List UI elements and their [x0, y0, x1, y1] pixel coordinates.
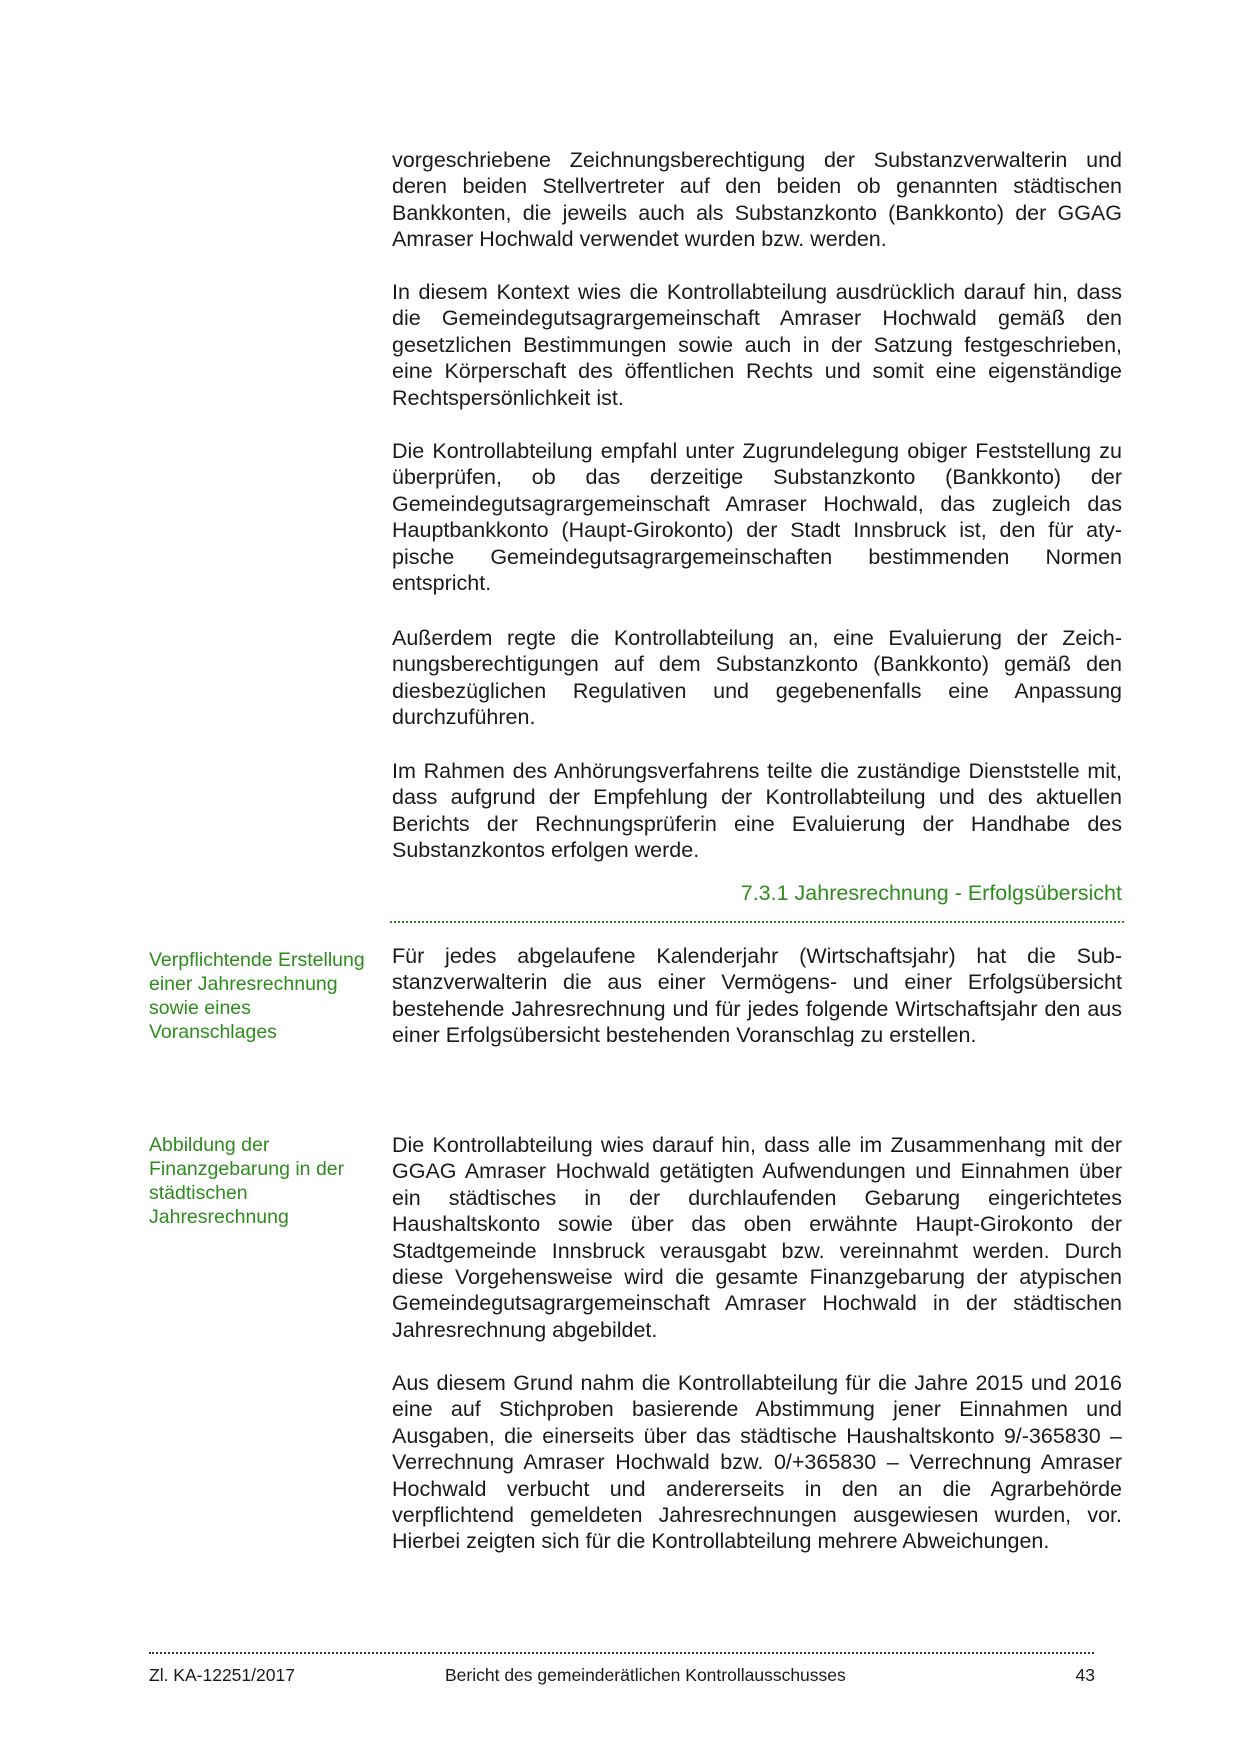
paragraph-hearing-response: Im Rahmen des Anhörungsverfahrens teilte die zuständige Dienststelle mit, dass aufgrund der Empfehlung der Kontrollabteilung und des aktuellen Berichts der Rechnungsprüferin eine Evaluierung der Handhabe des Substanzkontos erfolgen werde.	[392, 759, 1122, 863]
footer-reference: Zl. KA-12251/2017	[149, 1665, 295, 1685]
section-heading-rule	[390, 921, 1124, 923]
paragraph-recommendation-check: Die Kontrollabteilung empfahl unter Zugrundelegung obiger Feststellung zu überprüfen, ob das derzeitige Substanzkonto (Bankkonto) der Gemeindegutsagrargemeinschaft Amraser Hochwald, das zugleich das Hauptbankkonto (Haupt-Girokonto) der Stadt Innsbruck ist, den für atypische Gemeindegutsagrargemeinschaften bestimmenden Normen entspricht.	[392, 439, 1122, 596]
paragraph-sample-reconciliation: Aus diesem Grund nahm die Kontrollabteilung für die Jahre 2015 und 2016 eine auf Stichproben basierende Abstimmung jener Einnahmen und Ausgaben, die einerseits über das städtische Haushaltskonto 9/-365830 – Verrechnung Amraser Hochwald bzw. 0/+365830 – Verrechnung Amraser Hochwald verbucht und andererseits in den an die Agrarbehörde verpflichtend gemeldeten Jahresrechnungen ausgewiesen wurden, vor. Hierbei zeigten sich für die Kontrollabteilung mehrere Abweichungen.	[392, 1371, 1122, 1554]
paragraph-legal-entity: In diesem Kontext wies die Kontrollabteilung ausdrücklich darauf hin, dass die Gemeindegutsagrargemeinschaft Amraser Hochwald gemäß den gesetzlichen Bestimmungen sowie auch in der Satzung festgeschrieben, eine Körperschaft des öffentlichen Rechts und somit eine eigenständige Rechtspersönlichkeit ist.	[392, 280, 1122, 410]
footer-report-title: Bericht des gemeinderätlichen Kontrollausschusses	[445, 1665, 846, 1685]
footer-rule	[149, 1652, 1094, 1654]
page-number: 43	[1075, 1665, 1095, 1685]
margin-note-financial-mapping: Abbildung der Finanzgebarung in der städtischen Jahresrechnung	[149, 1134, 345, 1228]
paragraph-financial-mapping: Die Kontrollabteilung wies darauf hin, dass alle im Zusammenhang mit der GGAG Amraser Hochwald getätigten Aufwendungen und Einnahmen über ein städtisches in der durchlaufenden Gebarung eingerichtetes Haushaltskonto sowie über das oben erwähnte Haupt-Girokonto der Stadtgemeinde Innsbruck verausgabt bzw. vereinnahmt werden. Durch diese Vorgehensweise wird die gesamte Finanzgebarung der atypischen Gemeindegutsagrargemeinschaft Amraser Hochwald in der städtischen Jahresrechnung abgebildet.	[392, 1133, 1122, 1342]
paragraph-annual-statement-duty: Für jedes abgelaufene Kalenderjahr (Wirtschaftsjahr) hat die Substanzverwalterin die aus einer Vermögens- und einer Erfolgsübersicht bestehende Jahresrechnung und für jedes folgende Wirtschaftsjahr den aus einer Erfolgsübersicht bestehenden Voranschlag zu erstellen.	[392, 944, 1122, 1048]
margin-note-annual-statement: Verpflichtende Erstellung einer Jahresrechnung sowie eines Voranschlages	[149, 949, 365, 1043]
paragraph-evaluation-suggestion: Außerdem regte die Kontrollabteilung an, eine Evaluierung der Zeichnungsberechtigungen auf dem Substanzkonto (Bankkonto) gemäß den diesbezüglichen Regulativen und gegebenenfalls eine Anpassung durchzuführen.	[392, 626, 1122, 730]
paragraph-signing-authority: vorgeschriebene Zeichnungsberechtigung der Substanzverwalterin und deren beiden Stellvertreter auf den beiden ob genannten städtischen Bankkonten, die jeweils auch als Substanzkonto (Bankkonto) der GGAG Amraser Hochwald verwendet wurden bzw. werden.	[392, 148, 1122, 252]
section-heading: 7.3.1 Jahresrechnung - Erfolgsübersicht	[740, 881, 1122, 905]
